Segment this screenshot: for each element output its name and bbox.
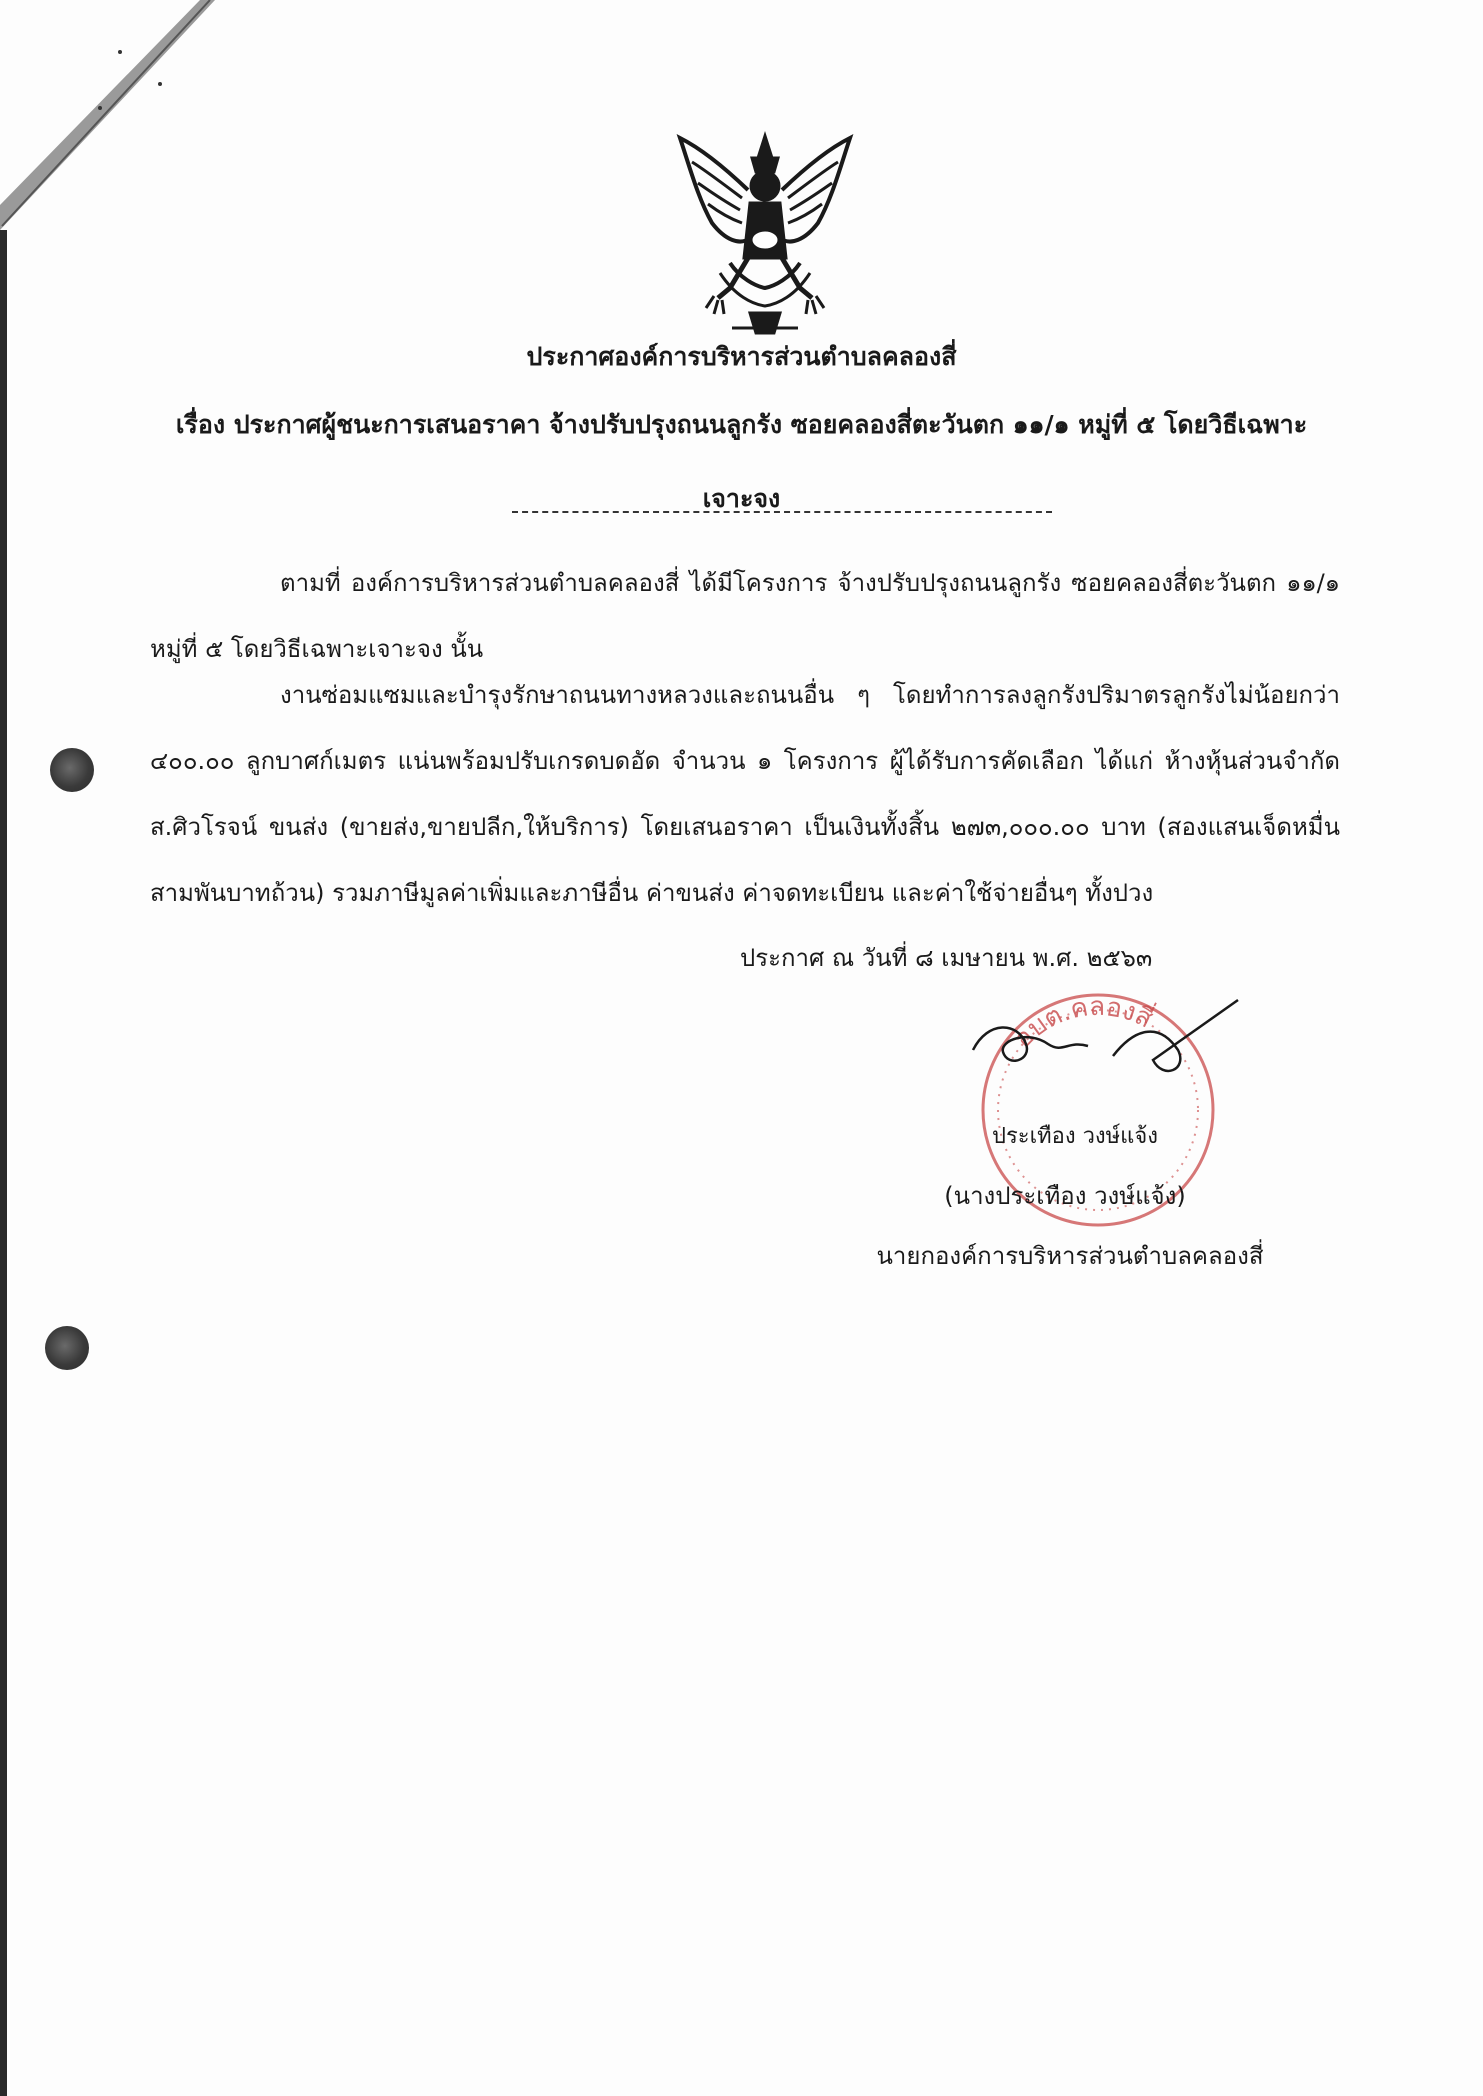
punch-hole-icon <box>45 1326 89 1370</box>
body-paragraph-2: งานซ่อมแซมและบำรุงรักษาถนนทางหลวงและถนนอื่น ๆ โดยทำการลงลูกรังปริมาตรลูกรังไม่น้อยกว่า ๔๐๐.๐๐ ลูกบาศก์เมตร แน่นพร้อมปรับเกรดบดอัด จำนวน ๑ โครงการ ผู้ได้รับการคัดเลือก ได้แก่ ห้างหุ้นส่วนจำกัด ส.ศิวโรจน์ ขนส่ง (ขายส่ง,ขายปลีก,ให้บริการ) โดยเสนอราคา เป็นเงินทั้งสิ้น ๒๗๓,๐๐๐.๐๐ บาท (สองแสนเจ็ดหมื่นสามพันบาทถ้วน) รวมภาษีมูลค่าเพิ่มและภาษีอื่น ค่าขนส่ง ค่าจดทะเบียน และค่าใช้จ่ายอื่นๆ ทั้งปวง <box>150 681 1340 907</box>
document-subject <box>150 388 1333 536</box>
subject-line-2: เจาะจง <box>702 484 781 513</box>
signer-position: นายกองค์การบริหารส่วนตำบลคลองสี่ <box>876 1242 1264 1270</box>
body-paragraph-1: ตามที่ องค์การบริหารส่วนตำบลคลองสี่ ได้มีโครงการ จ้างปรับปรุงถนนลูกรัง ซอยคลองสี่ตะวันตก ๑๑/๑ หมู่ที่ ๕ โดยวิธีเฉพาะเจาะจง นั้น <box>150 569 1340 663</box>
announcement-date: ประกาศ ณ วันที่ ๘ เมษายน พ.ศ. ๒๕๖๓ <box>740 944 1153 972</box>
page-title: ประกาศองค์การบริหารส่วนตำบลคลองสี่ <box>526 342 957 371</box>
signer-fullname: (นางประเทือง วงษ์แจ้ง) <box>944 1182 1186 1210</box>
separator-line <box>512 511 1052 513</box>
subject-line-1: เรื่อง ประกาศผู้ชนะการเสนอราคา จ้างปรับปรุงถนนลูกรัง ซอยคลองสี่ตะวันตก ๑๑/๑ หมู่ที่ ๕ โดยวิธีเฉพาะ <box>175 410 1308 439</box>
signer-signature-name: ประเทือง วงษ์แจ้ง <box>992 1124 1158 1149</box>
punch-hole-icon <box>50 748 94 792</box>
garuda-emblem-icon <box>670 128 860 340</box>
scan-edge-left <box>0 230 7 2096</box>
seal-text: อบต.คลองสี่ <box>1008 991 1158 1055</box>
